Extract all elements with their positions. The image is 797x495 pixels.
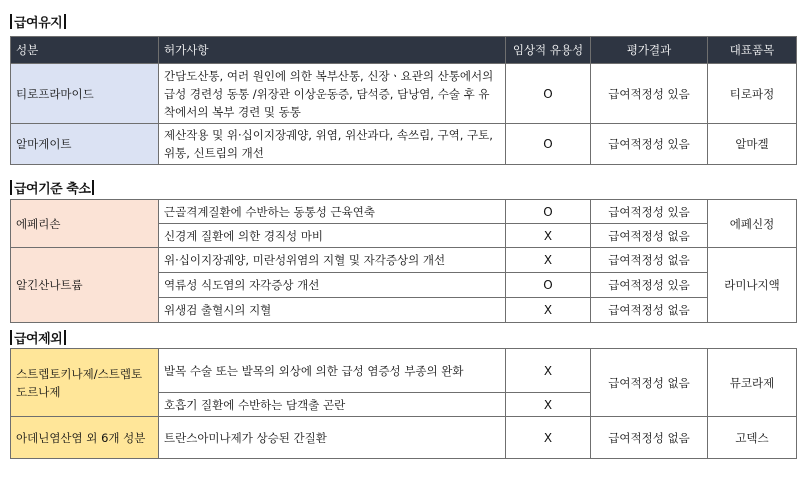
ingredient-cell: 스트렙토키나제/스트렙토도르나제: [11, 349, 159, 417]
title-bar-right: [64, 14, 66, 29]
ingredient-cell: 티로프라마이드: [11, 64, 159, 124]
result-cell: 급여적정성 없음: [591, 349, 708, 417]
header-ingredient: 성분: [11, 37, 159, 64]
ingredient-cell: 아데닌염산염 외 6개 성분: [11, 417, 159, 459]
indication-cell: 위·십이지장궤양, 미란성위염의 지혈 및 자각증상의 개선: [159, 248, 506, 273]
title-bar-left: [10, 14, 12, 29]
header-product: 대표품목: [708, 37, 797, 64]
indication-cell: 위생검 출혈시의 지혈: [159, 298, 506, 323]
section-title-reduce: [10, 178, 94, 197]
result-cell: 급여적정성 없음: [591, 224, 708, 248]
utility-cell: X: [506, 248, 591, 273]
header-indication: 허가사항: [159, 37, 506, 64]
table-maintain: [10, 36, 797, 165]
table-exclude: [10, 348, 797, 459]
header-utility: 임상적 유용성: [506, 37, 591, 64]
table-reduce: [10, 199, 797, 323]
title-bar-left: [10, 180, 12, 195]
section-title-exclude: [10, 328, 66, 347]
indication-cell: 간담도산통, 여러 원인에 의한 복부산통, 신장ㆍ요관의 산통에서의 급성 경련성 동통 /위장관 이상운동증, 담석증, 담낭염, 수술 후 유착에서의 복부 경련 및 동통: [159, 64, 506, 124]
utility-cell: X: [506, 393, 591, 417]
utility-cell: X: [506, 417, 591, 459]
title-bar-right: [92, 180, 94, 195]
utility-cell: O: [506, 64, 591, 124]
utility-cell: X: [506, 298, 591, 323]
product-cell: 에페신정: [708, 200, 797, 248]
indication-cell: 역류성 식도염의 자각증상 개선: [159, 273, 506, 298]
utility-cell: O: [506, 124, 591, 165]
result-cell: 급여적정성 있음: [591, 124, 708, 165]
utility-cell: O: [506, 273, 591, 298]
table-row: [11, 349, 797, 393]
section-title-maintain: [10, 12, 66, 31]
result-cell: 급여적정성 있음: [591, 273, 708, 298]
title-bar-left: [10, 330, 12, 345]
result-cell: 급여적정성 있음: [591, 64, 708, 124]
table-row: [11, 200, 797, 224]
ingredient-cell: 에페리손: [11, 200, 159, 248]
header-result: 평가결과: [591, 37, 708, 64]
product-cell: 알마겔: [708, 124, 797, 165]
result-cell: 급여적정성 있음: [591, 200, 708, 224]
section-title-text: 급여제외: [14, 332, 63, 347]
utility-cell: X: [506, 349, 591, 393]
product-cell: 티로파정: [708, 64, 797, 124]
indication-cell: 제산작용 및 위·십이지장궤양, 위염, 위산과다, 속쓰림, 구역, 구토, 위통, 신트림의 개선: [159, 124, 506, 165]
indication-cell: 호흡기 질환에 수반하는 담객출 곤란: [159, 393, 506, 417]
result-cell: 급여적정성 없음: [591, 248, 708, 273]
table-header-row: [11, 37, 797, 64]
table-row: [11, 417, 797, 459]
indication-cell: 근골격계질환에 수반하는 동통성 근육연축: [159, 200, 506, 224]
indication-cell: 신경계 질환에 의한 경직성 마비: [159, 224, 506, 248]
utility-cell: X: [506, 224, 591, 248]
section-title-text: 급여유지: [14, 16, 63, 31]
ingredient-cell: 알긴산나트륨: [11, 248, 159, 323]
table-row: [11, 248, 797, 273]
ingredient-cell: 알마게이트: [11, 124, 159, 165]
utility-cell: O: [506, 200, 591, 224]
section-title-text: 급여기준 축소: [14, 182, 91, 197]
title-bar-right: [64, 330, 66, 345]
table-row: [11, 124, 797, 165]
indication-cell: 트란스아미나제가 상승된 간질환: [159, 417, 506, 459]
product-cell: 고덱스: [708, 417, 797, 459]
result-cell: 급여적정성 없음: [591, 298, 708, 323]
table-row: [11, 64, 797, 124]
product-cell: 라미나지액: [708, 248, 797, 323]
result-cell: 급여적정성 없음: [591, 417, 708, 459]
product-cell: 뮤코라제: [708, 349, 797, 417]
indication-cell: 발목 수술 또는 발목의 외상에 의한 급성 염증성 부종의 완화: [159, 349, 506, 393]
